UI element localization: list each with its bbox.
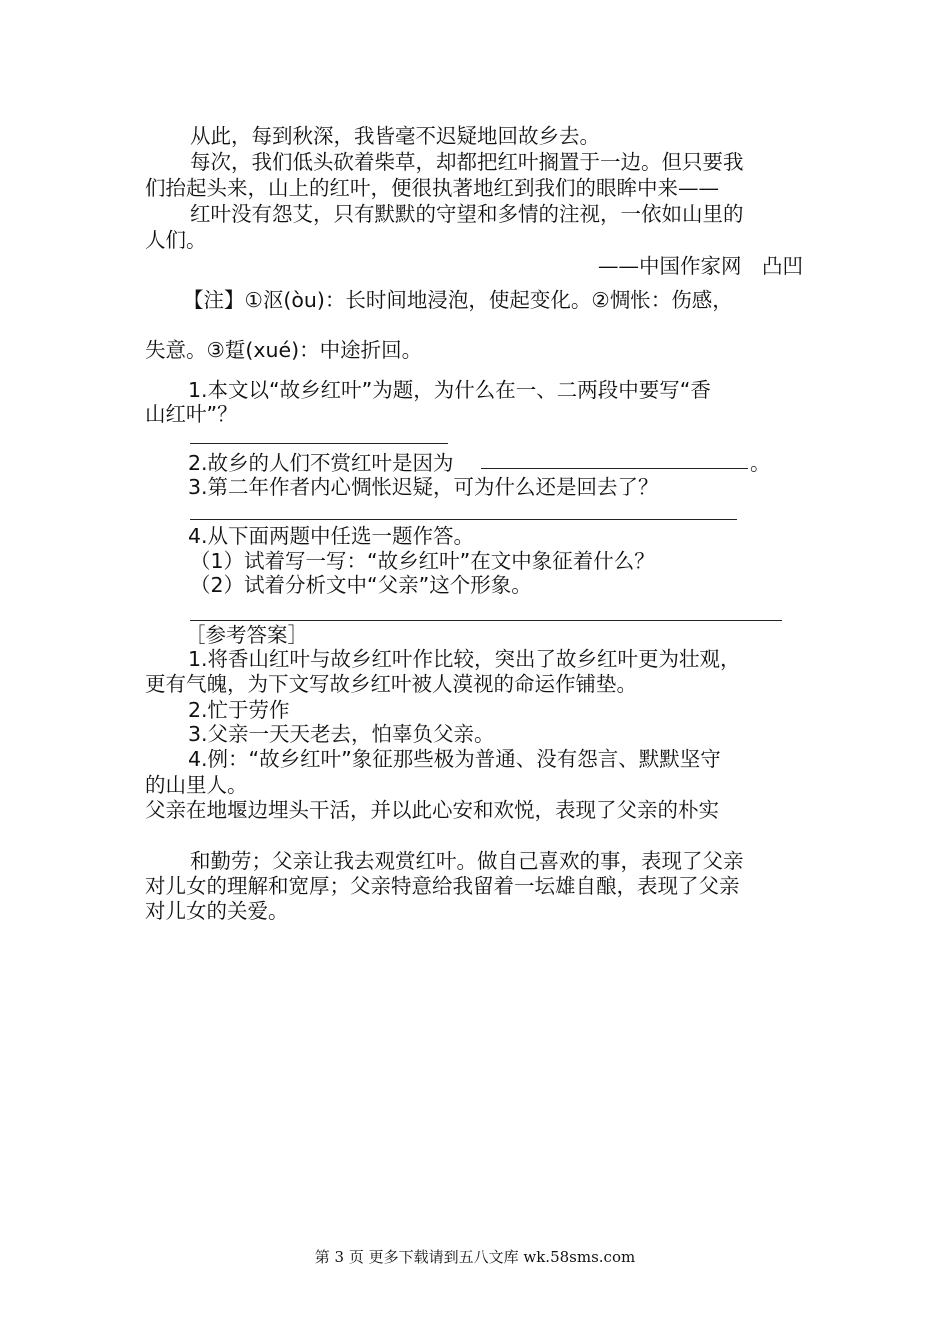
question-4-option-1: （1）试着写一写：“故乡红叶”在文中象征着什么？ (190, 549, 655, 573)
note-line-1: 【注】①沤(òu)：长时间地浸泡，使起变化。②惆怅：伤感， (183, 288, 733, 312)
answer-1-line-1: 1.将香山红叶与故乡红叶作比较，突出了故乡红叶更为壮观， (188, 647, 741, 671)
passage-line-2: 每次，我们低头砍着柴草，却都把红叶搁置于一边。但只要我 (190, 150, 744, 174)
answer-line-1 (190, 443, 448, 444)
passage-line-5: 人们。 (145, 228, 207, 252)
answer-4-line-6: 对儿女的关爱。 (145, 899, 289, 923)
answer-1-line-2: 更有气魄，为下文写故乡红叶被人漠视的命运作铺垫。 (145, 672, 637, 696)
question-1-line-2: 山红叶”？ (145, 402, 238, 426)
answer-2: 2.忙于劳作 (188, 698, 290, 722)
question-2-suffix: 。 (750, 451, 771, 475)
passage-line-1: 从此，每到秋深，我皆毫不迟疑地回故乡去。 (190, 124, 600, 148)
question-4: 4.从下面两题中任选一题作答。 (188, 524, 475, 548)
question-2-prefix: 2.故乡的人们不赏红叶是因为 (188, 451, 454, 475)
passage-source: ——中国作家网 凸凹 (598, 254, 803, 278)
answer-line-4 (190, 620, 782, 621)
answer-4-line-3: 父亲在地堰边埋头干活，并以此心安和欢悦，表现了父亲的朴实 (145, 798, 719, 822)
question-1-line-1: 1.本文以“故乡红叶”为题，为什么在一、二两段中要写“香 (188, 378, 711, 402)
passage-line-3: 们抬起头来，山上的红叶，便很执著地红到我们的眼眸中来—— (145, 176, 719, 200)
note-line-2: 失意。③踅(xué)：中途折回。 (145, 338, 423, 362)
answer-4-line-2: 的山里人。 (145, 773, 248, 797)
answer-3: 3.父亲一天天老去，怕辜负父亲。 (188, 722, 495, 746)
answers-heading: ［参考答案］ (185, 623, 308, 647)
answer-4-line-4: 和勤劳；父亲让我去观赏红叶。做自己喜欢的事，表现了父亲 (190, 849, 744, 873)
answer-line-3 (190, 519, 737, 520)
page-footer: 第 3 页 更多下载请到五八文库 wk.58sms.com (314, 1248, 636, 1266)
answer-4-line-1: 4.例：“故乡红叶”象征那些极为普通、没有怨言、默默坚守 (188, 747, 721, 771)
question-4-option-2: （2）试着分析文中“父亲”这个形象。 (190, 573, 532, 597)
answer-4-line-5: 对儿女的理解和宽厚；父亲特意给我留着一坛雄自酿，表现了父亲 (145, 874, 740, 898)
passage-line-4: 红叶没有怨艾，只有默默的守望和多情的注视，一依如山里的 (190, 202, 744, 226)
answer-line-2 (481, 468, 748, 469)
question-3: 3.第二年作者内心惆怅迟疑，可为什么还是回去了？ (188, 475, 659, 499)
